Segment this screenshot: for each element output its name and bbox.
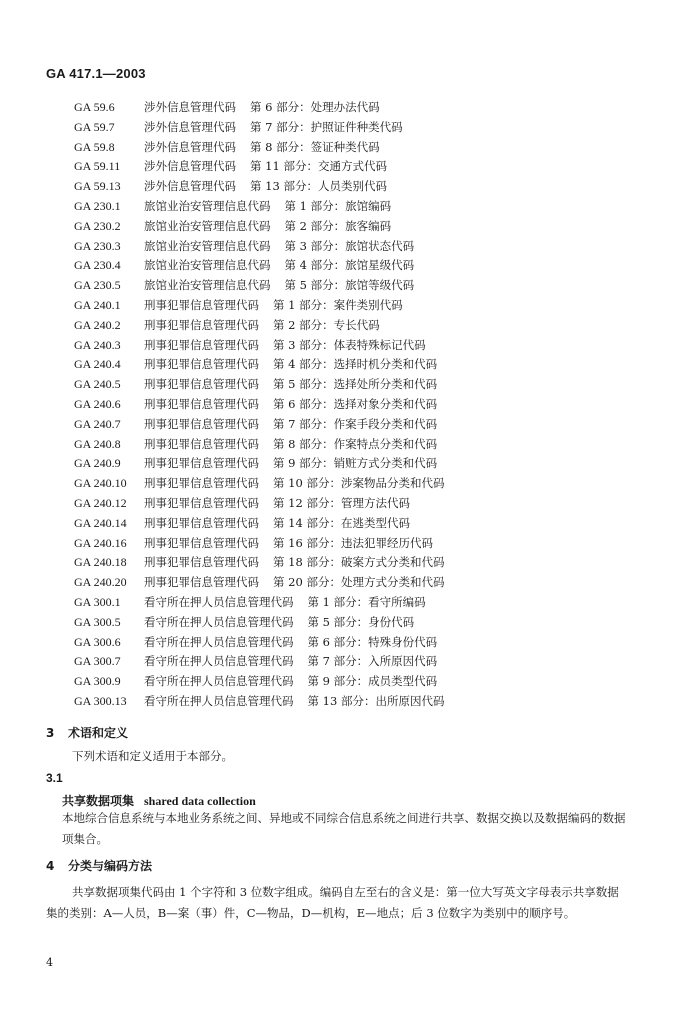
reference-part: 第 6 部分：处理办法代码	[250, 100, 380, 114]
reference-title: 刑事犯罪信息管理代码	[144, 436, 259, 451]
reference-code: GA 59.7	[74, 119, 115, 134]
section-4-title: 分类与编码方法	[68, 859, 153, 873]
reference-title: 刑事犯罪信息管理代码	[144, 495, 259, 510]
reference-title: 看守所在押人员信息管理代码	[144, 634, 294, 649]
section-3-intro: 下列术语和定义适用于本部分。	[72, 749, 233, 763]
reference-row	[74, 177, 674, 197]
reference-code: GA 240.1	[74, 297, 121, 312]
reference-code: GA 300.1	[74, 594, 121, 609]
reference-row	[74, 435, 674, 455]
reference-title: 刑事犯罪信息管理代码	[144, 396, 259, 411]
reference-row	[74, 652, 674, 672]
section-3-heading	[46, 724, 128, 741]
reference-row	[74, 256, 674, 276]
reference-row	[74, 613, 674, 633]
reference-row	[74, 395, 674, 415]
reference-code: GA 240.2	[74, 317, 121, 332]
reference-title: 旅馆业治安管理信息代码	[144, 278, 271, 293]
reference-title: 刑事犯罪信息管理代码	[144, 575, 259, 590]
reference-part: 第 14 部分：在逃类型代码	[273, 515, 410, 530]
reference-title: 看守所在押人员信息管理代码	[144, 654, 294, 669]
reference-part: 第 11 部分：交通方式代码	[250, 159, 387, 174]
reference-title: 刑事犯罪信息管理代码	[144, 297, 259, 312]
reference-part: 第 8 部分：作案特点分类和代码	[273, 436, 438, 451]
reference-code: GA 300.5	[74, 614, 121, 629]
reference-row	[74, 672, 674, 692]
reference-part: 第 6 部分：选择对象分类和代码	[273, 396, 438, 411]
reference-title: 刑事犯罪信息管理代码	[144, 317, 259, 332]
reference-code: GA 240.20	[74, 575, 127, 590]
reference-row	[74, 692, 674, 712]
reference-code: GA 240.12	[74, 495, 127, 510]
reference-code: GA 240.7	[74, 416, 121, 431]
reference-code: GA 240.16	[74, 535, 127, 550]
reference-code: GA 240.18	[74, 555, 127, 570]
reference-code: GA 240.9	[74, 456, 121, 471]
reference-title: 刑事犯罪信息管理代码	[144, 337, 259, 352]
reference-title: 刑事犯罪信息管理代码	[144, 515, 259, 530]
reference-part: 第 1 部分：旅馆编码	[284, 198, 392, 213]
reference-code: GA 230.3	[74, 238, 121, 253]
term-entry	[62, 792, 256, 809]
reference-title: 刑事犯罪信息管理代码	[144, 456, 259, 471]
reference-row	[74, 593, 674, 613]
reference-row	[74, 98, 674, 118]
reference-code: GA 230.5	[74, 278, 121, 293]
reference-title: 涉外信息管理代码	[144, 100, 236, 114]
reference-code: GA 300.13	[74, 693, 127, 708]
reference-row	[74, 138, 674, 158]
reference-part: 第 2 部分：旅客编码	[284, 218, 392, 233]
reference-code: GA 230.4	[74, 258, 121, 273]
reference-code: GA 59.8	[74, 139, 115, 154]
reference-part: 第 3 部分：旅馆状态代码	[284, 238, 415, 253]
reference-row	[74, 316, 674, 336]
reference-part: 第 12 部分：管理方法代码	[273, 495, 410, 510]
reference-code: GA 240.10	[74, 476, 127, 491]
reference-row	[74, 157, 674, 177]
reference-row	[74, 197, 674, 217]
reference-row	[74, 217, 674, 237]
reference-title: 看守所在押人员信息管理代码	[144, 594, 294, 609]
reference-row	[74, 573, 674, 593]
reference-part: 第 20 部分：处理方式分类和代码	[273, 575, 445, 590]
reference-part: 第 4 部分：选择时机分类和代码	[273, 357, 438, 372]
reference-part: 第 7 部分：护照证件种类代码	[250, 119, 403, 134]
reference-part: 第 5 部分：身份代码	[307, 614, 415, 629]
section-3-title: 术语和定义	[68, 726, 129, 740]
reference-code: GA 59.6	[74, 100, 115, 114]
reference-part: 第 9 部分：成员类型代码	[307, 674, 438, 689]
reference-part: 第 13 部分：人员类别代码	[250, 179, 387, 194]
normative-references-list	[74, 98, 674, 712]
reference-part: 第 1 部分：看守所编码	[307, 594, 426, 609]
reference-row	[74, 336, 674, 356]
reference-title: 旅馆业治安管理信息代码	[144, 258, 271, 273]
reference-part: 第 7 部分：作案手段分类和代码	[273, 416, 438, 431]
reference-title: 涉外信息管理代码	[144, 159, 236, 174]
reference-part: 第 5 部分：旅馆等级代码	[284, 278, 415, 293]
reference-part: 第 18 部分：破案方式分类和代码	[273, 555, 445, 570]
reference-code: GA 300.9	[74, 674, 121, 689]
reference-title: 旅馆业治安管理信息代码	[144, 198, 271, 213]
section-4-number: 4	[46, 859, 55, 873]
reference-code: GA 59.11	[74, 159, 121, 174]
reference-title: 刑事犯罪信息管理代码	[144, 555, 259, 570]
reference-code: GA 230.1	[74, 198, 121, 213]
document-code-header: GA 417.1—2003	[46, 66, 146, 81]
term-chinese: 共享数据项集	[62, 794, 135, 808]
reference-title: 刑事犯罪信息管理代码	[144, 535, 259, 550]
reference-code: GA 59.13	[74, 179, 121, 194]
reference-part: 第 5 部分：选择处所分类和代码	[273, 377, 438, 392]
reference-row	[74, 474, 674, 494]
reference-title: 涉外信息管理代码	[144, 179, 236, 194]
reference-row	[74, 375, 674, 395]
reference-row	[74, 296, 674, 316]
reference-part: 第 1 部分：案件类别代码	[273, 297, 403, 312]
reference-code: GA 240.8	[74, 436, 121, 451]
reference-code: GA 300.7	[74, 654, 121, 669]
reference-title: 涉外信息管理代码	[144, 139, 236, 154]
section-4-heading	[46, 857, 152, 874]
subsection-3-1-number: 3.1	[46, 771, 63, 785]
reference-row	[74, 415, 674, 435]
reference-part: 第 4 部分：旅馆星级代码	[284, 258, 415, 273]
reference-part: 第 16 部分：违法犯罪经历代码	[273, 535, 433, 550]
reference-row	[74, 534, 674, 554]
term-definition: 本地综合信息系统与本地业务系统之间、异地或不同综合信息系统之间进行共享、数据交换以及数据编码的数据项集合。	[62, 811, 626, 846]
reference-title: 旅馆业治安管理信息代码	[144, 218, 271, 233]
reference-row	[74, 237, 674, 257]
reference-row	[74, 276, 674, 296]
reference-title: 刑事犯罪信息管理代码	[144, 357, 259, 372]
reference-row	[74, 355, 674, 375]
reference-title: 刑事犯罪信息管理代码	[144, 416, 259, 431]
reference-title: 刑事犯罪信息管理代码	[144, 476, 259, 491]
reference-part: 第 7 部分：入所原因代码	[307, 654, 438, 669]
term-english: shared data collection	[144, 794, 256, 808]
reference-code: GA 230.2	[74, 218, 121, 233]
reference-code: GA 240.14	[74, 515, 127, 530]
reference-title: 刑事犯罪信息管理代码	[144, 377, 259, 392]
reference-title: 看守所在押人员信息管理代码	[144, 693, 294, 708]
reference-part: 第 10 部分：涉案物品分类和代码	[273, 476, 445, 491]
reference-title: 涉外信息管理代码	[144, 119, 236, 134]
reference-code: GA 240.4	[74, 357, 121, 372]
reference-row	[74, 454, 674, 474]
reference-code: GA 240.6	[74, 396, 121, 411]
reference-code: GA 240.3	[74, 337, 121, 352]
section-3-number: 3	[46, 726, 55, 740]
reference-part: 第 13 部分：出所原因代码	[307, 693, 445, 708]
reference-part: 第 6 部分：特殊身份代码	[307, 634, 438, 649]
reference-part: 第 8 部分：签证种类代码	[250, 139, 380, 154]
section-4-body: 共享数据项集代码由 1 个字符和 3 位数字组成。编码自左至右的含义是：第一位大写英文字母表示共享数据集的类别：A—人员，B—案（事）件，C—物品，D—机构，E—地点；后 3 位数字为类别中的顺序号。	[46, 885, 619, 920]
reference-title: 看守所在押人员信息管理代码	[144, 674, 294, 689]
page-number: 4	[46, 956, 53, 969]
reference-row	[74, 494, 674, 514]
reference-row	[74, 553, 674, 573]
reference-part: 第 3 部分：体表特殊标记代码	[273, 337, 426, 352]
reference-row	[74, 514, 674, 534]
reference-row	[74, 633, 674, 653]
reference-code: GA 300.6	[74, 634, 121, 649]
reference-part: 第 9 部分：销赃方式分类和代码	[273, 456, 438, 471]
reference-title: 看守所在押人员信息管理代码	[144, 614, 294, 629]
reference-part: 第 2 部分：专长代码	[273, 317, 380, 332]
reference-title: 旅馆业治安管理信息代码	[144, 238, 271, 253]
reference-row	[74, 118, 674, 138]
reference-code: GA 240.5	[74, 377, 121, 392]
